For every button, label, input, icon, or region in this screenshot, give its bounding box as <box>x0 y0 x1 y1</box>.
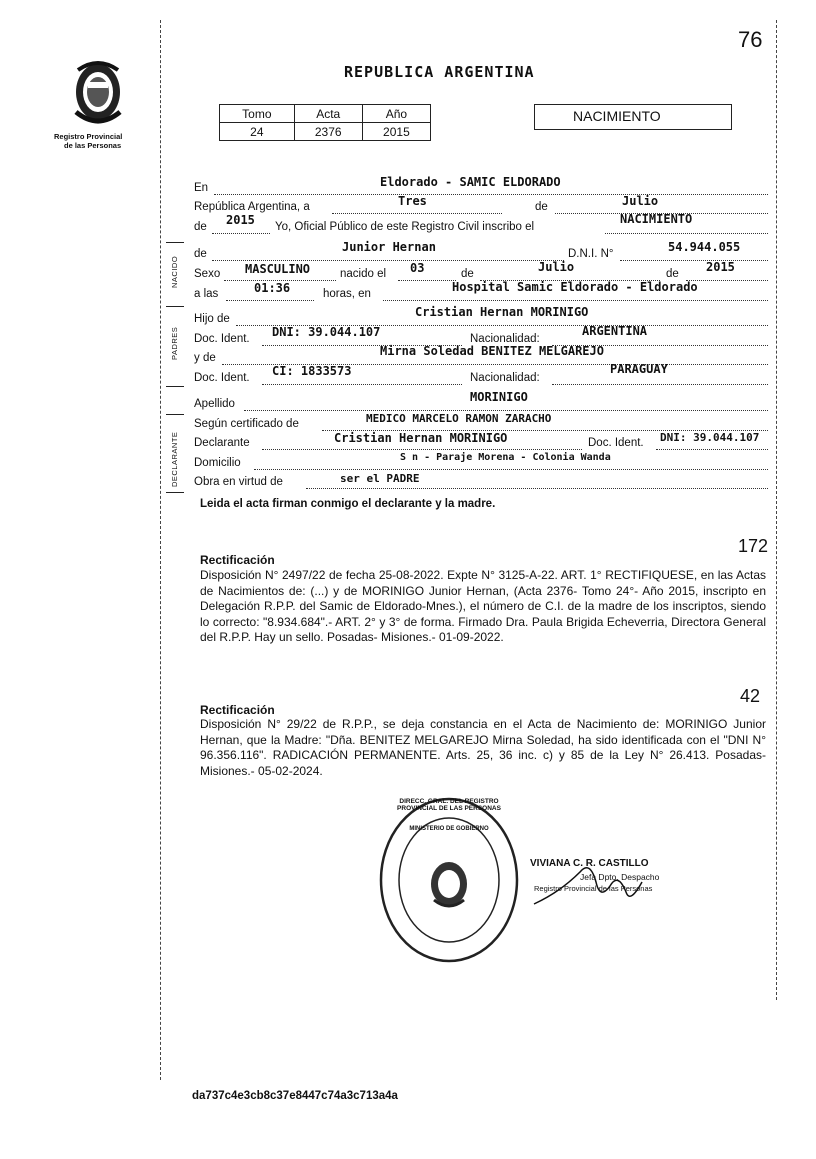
declarante-line <box>262 449 582 450</box>
doc3-label: Doc. Ident. <box>588 437 644 449</box>
cert-value: MEDICO MARCELO RAMON ZARACHO <box>366 412 552 425</box>
birth-day-value: 03 <box>410 261 425 275</box>
domicilio-value: S n - Paraje Morena - Colonia Wanda <box>400 452 611 463</box>
de4-label: de <box>666 268 679 280</box>
note1-text: Disposición N° 2497/22 de fecha 25-08-2022. Expte N° 3125-A-22. ART. 1° RECTIFIQUESE, en las Actas de Nacimientos de: (...) y de MORINIGO Junior Hernan, (Acta 2376- Tomo 24°- Año 2015, inscripto en Delegación R.P.P. del Samic de Eldorado-Mnes.), el número de C.I. de la madre de los inscriptos, siendo lo correcto: "8.934.684".- ART. 2° y 3° de forma. Firmado Dra. Paula Brigida Echeverria, Directora General del R.P.P. Hay un sello. Posadas- Misiones.- 01-09-2022. <box>200 568 766 644</box>
yde-label: y de <box>194 352 216 364</box>
inscribe-line <box>605 233 768 234</box>
note2-title: Rectificación <box>200 703 275 717</box>
cert-label: Según certificado de <box>194 418 299 430</box>
header-anio: Año <box>362 105 430 123</box>
day-value: Tres <box>398 194 427 208</box>
place-value: Hospital Samic Eldorado - Eldorado <box>452 280 698 294</box>
coat-of-arms-icon <box>58 52 138 132</box>
signer-name: VIVIANA C. R. CASTILLO <box>530 858 649 869</box>
name-value: Junior Hernan <box>342 240 436 254</box>
left-margin-line <box>160 20 161 1080</box>
month-value: Julio <box>622 194 659 208</box>
signer-role: Jefa Dpto. Despacho <box>580 872 660 882</box>
value-anio: 2015 <box>362 123 430 141</box>
signature <box>530 852 710 912</box>
domicilio-label: Domicilio <box>194 457 241 469</box>
official-seal <box>378 796 520 964</box>
note1-number: 172 <box>738 536 769 556</box>
doc2-line <box>262 384 462 385</box>
leida-text: Leida el acta firman conmigo el declarante y la madre. <box>200 498 496 510</box>
doc2-value: CI: 1833573 <box>272 364 352 378</box>
domicilio-line <box>254 469 768 470</box>
birth-year-value: 2015 <box>706 260 735 274</box>
obra-line <box>306 488 768 489</box>
dni-line <box>620 260 768 261</box>
dni-label: D.N.I. N° <box>568 248 614 260</box>
value-tomo: 24 <box>220 123 295 141</box>
side-label-padres: PADRES <box>170 326 179 360</box>
inscribe-value: NACIMIENTO <box>620 212 693 226</box>
note1-title: Rectificación <box>200 553 275 567</box>
name-line <box>212 260 564 261</box>
seal-ring-text: DIRECC. GRAL. DEL REGISTRO PROVINCIAL DE LAS PERSONAS <box>397 798 501 812</box>
nac2-line <box>552 384 768 385</box>
doc3-line <box>656 449 768 450</box>
right-margin-line <box>776 20 777 1000</box>
document-hash: da737c4e3cb8c37e8447c74a3c713a4a <box>192 1090 398 1102</box>
sexo-label: Sexo <box>194 268 221 280</box>
de-label: de <box>535 201 548 213</box>
registry-logo <box>54 52 138 157</box>
registry-table-header <box>220 105 431 123</box>
oficial-label: Yo, Oficial Público de este Registro Civil inscribo el <box>275 221 535 233</box>
header-tomo: Tomo <box>220 105 295 123</box>
header-acta: Acta <box>294 105 362 123</box>
note2-number: 42 <box>740 686 761 706</box>
record-type-box <box>534 104 732 130</box>
place-line <box>383 300 768 301</box>
page-number: 76 <box>738 27 763 52</box>
section-divider-4 <box>166 414 184 415</box>
en-label: En <box>194 182 209 194</box>
seal-inner-text: MINISTERIO DE GOBIERNO <box>409 826 489 832</box>
de3-label: de <box>461 268 474 280</box>
sexo-value: MASCULINO <box>245 262 311 276</box>
horas-label: horas, en <box>323 288 371 300</box>
registry-table-values <box>220 123 431 141</box>
nac1-label: Nacionalidad: <box>470 333 540 345</box>
doc1-value: DNI: 39.044.107 <box>272 325 381 339</box>
name-label: de <box>194 248 207 260</box>
note2-text: Disposición N° 29/22 de R.P.P., se deja constancia en el Acta de Nacimiento de: MORINIGO Junior Hernan, que la Madre: "Dña. BENITEZ MELGAREJO Mirna Soledad, ha sido identificada con el "DNI N° 96.356.116". RADICACIÓN PERMANENTE. Arts. 25, 36 inc. c) y 85 de la Ley N° 26.413. Posadas- Misiones.- 05-02-2024. <box>200 717 766 778</box>
obra-label: Obra en virtud de <box>194 476 283 488</box>
doc2-label: Doc. Ident. <box>194 372 250 384</box>
section-divider-2 <box>166 306 184 307</box>
obra-value: ser el PADRE <box>340 472 420 485</box>
apellido-line <box>244 410 768 411</box>
registry-table <box>219 104 431 141</box>
declarante-value: Cristian Hernan MORINIGO <box>334 431 508 445</box>
page-title: REPUBLICA ARGENTINA <box>344 63 535 81</box>
hour-line <box>226 300 314 301</box>
hour-value: 01:36 <box>254 281 291 295</box>
signer-org: Registro Provincial de las Personas <box>534 884 653 893</box>
record-type-label: NACIMIENTO <box>573 108 661 124</box>
day-line <box>332 213 502 214</box>
nac2-value: PARAGUAY <box>610 362 668 376</box>
hijo-label: Hijo de <box>194 313 230 325</box>
nac1-value: ARGENTINA <box>582 324 648 338</box>
declarante-label: Declarante <box>194 437 250 449</box>
section-divider-5 <box>166 492 184 493</box>
en-line <box>214 194 768 195</box>
year-value: 2015 <box>226 213 255 227</box>
apellido-value: MORINIGO <box>470 390 528 404</box>
logo-caption-1: Registro Provincial <box>54 132 123 141</box>
doc3-value: DNI: 39.044.107 <box>660 431 760 444</box>
nac2-label: Nacionalidad: <box>470 372 540 384</box>
republica-label: República Argentina, a <box>194 201 310 213</box>
apellido-label: Apellido <box>194 398 235 410</box>
year-line <box>212 233 270 234</box>
value-acta: 2376 <box>294 123 362 141</box>
birth-month-value: Julio <box>538 260 575 274</box>
doc1-label: Doc. Ident. <box>194 333 250 345</box>
dni-value: 54.944.055 <box>668 240 741 254</box>
side-label-nacido: NACIDO <box>170 255 179 288</box>
logo-caption-2: de las Personas <box>64 141 122 150</box>
nacido-label: nacido el <box>340 268 387 280</box>
a-las-label: a las <box>194 288 219 300</box>
section-divider-3 <box>166 386 184 387</box>
en-value: Eldorado - SAMIC ELDORADO <box>380 175 561 189</box>
father-name: Cristian Hernan MORINIGO <box>415 305 589 319</box>
birth-day-line <box>398 280 456 281</box>
birth-year-line <box>686 280 768 281</box>
side-label-declarante: DECLARANTE <box>170 431 179 487</box>
mother-name: Mirna Soledad BENITEZ MELGAREJO <box>380 344 604 358</box>
de2-label: de <box>194 221 207 233</box>
section-divider-1 <box>166 242 184 243</box>
